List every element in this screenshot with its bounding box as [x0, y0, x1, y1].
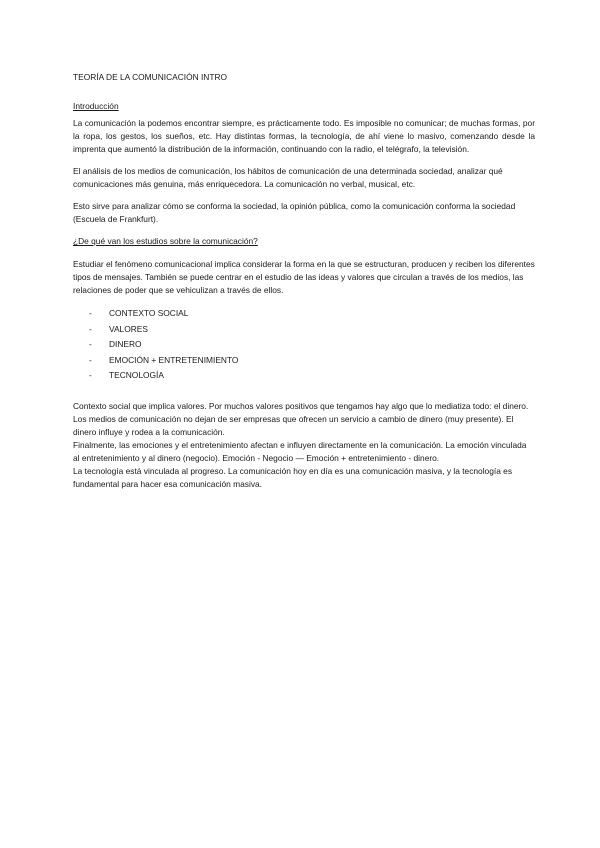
- list-item-label: DINERO: [109, 339, 142, 349]
- list-item: [73, 306, 535, 322]
- closing-paragraph: Finalmente, las emociones y el entretenimiento afectan e influyen directamente en la comunicación. La emoción vinculada al entretenimiento y al dinero (negocio). Emoción - Negocio — Emoción + entretenimiento - dinero.: [73, 439, 527, 463]
- question-paragraph: Estudiar el fenómeno comunicacional implica considerar la forma en la que se estructuran, producen y reciben los diferentes tipos de mensajes. También se puede centrar en el estudio de las ideas y valores que circulan a través de los medios, las relaciones de poder que se vehiculizan a través de ellos.: [73, 259, 535, 295]
- list-item: [73, 337, 535, 353]
- document-title: TEORÍA DE LA COMUNICACIÓN INTRO: [73, 72, 228, 82]
- list-marker: -: [89, 308, 92, 318]
- list-marker: -: [89, 370, 92, 380]
- list-item: [73, 368, 535, 384]
- closing-section: [73, 400, 535, 491]
- closing-paragraph: Contexto social que implica valores. Por muchos valores positivos que tengamos hay algo que lo mediatiza todo: el dinero. Los medios de comunicación no dejan de ser empresas que ofrecen un servicio a cambio de dinero (muy presente). El dinero influye y rodea a la comunicación.: [73, 400, 529, 437]
- section-heading-introduccion: Introducción: [73, 101, 119, 111]
- intro-paragraph: La comunicación la podemos encontrar siempre, es prácticamente todo. Es imposible no comunicar; de muchas formas, por la ropa, los gestos, los sueños, etc. Hay distintas formas, la tecnología, de ahí viene lo masivo, comenzando desde la imprenta que aumentó la distribución de la información, continuando con la radio, el telégrafo, la televisión.: [73, 118, 535, 154]
- list-item-label: VALORES: [109, 323, 148, 334]
- list-item-label: TECNOLOGÍA: [109, 370, 164, 380]
- topics-list: [73, 306, 535, 384]
- list-item-label: CONTEXTO SOCIAL: [109, 308, 189, 318]
- closing-paragraph: La tecnología está vinculada al progreso. La comunicación hoy en día es una comunicación masiva, y la tecnología es fundamental para hacer esa comunicación masiva.: [73, 465, 513, 489]
- list-item-label: EMOCIÓN + ENTRETENIMIENTO: [109, 354, 239, 365]
- list-marker: -: [89, 339, 92, 349]
- list-item: [73, 353, 535, 369]
- list-item: [73, 322, 535, 338]
- question-heading: ¿De qué van los estudios sobre la comunicación?: [73, 236, 258, 246]
- intro-paragraph: Esto sirve para analizar cómo se conforma la sociedad, la opinión pública, como la comunicación conforma la sociedad (Escuela de Frankfurt).: [73, 201, 516, 224]
- list-marker: -: [89, 354, 92, 365]
- intro-paragraph: El análisis de los medios de comunicación, los hábitos de comunicación de una determinada sociedad, analizar qué comunicaciones más genuina, más enriquecedora. La comunicación no verbal, musical, etc.: [73, 166, 503, 189]
- document-body: [73, 71, 535, 491]
- list-marker: -: [89, 323, 92, 334]
